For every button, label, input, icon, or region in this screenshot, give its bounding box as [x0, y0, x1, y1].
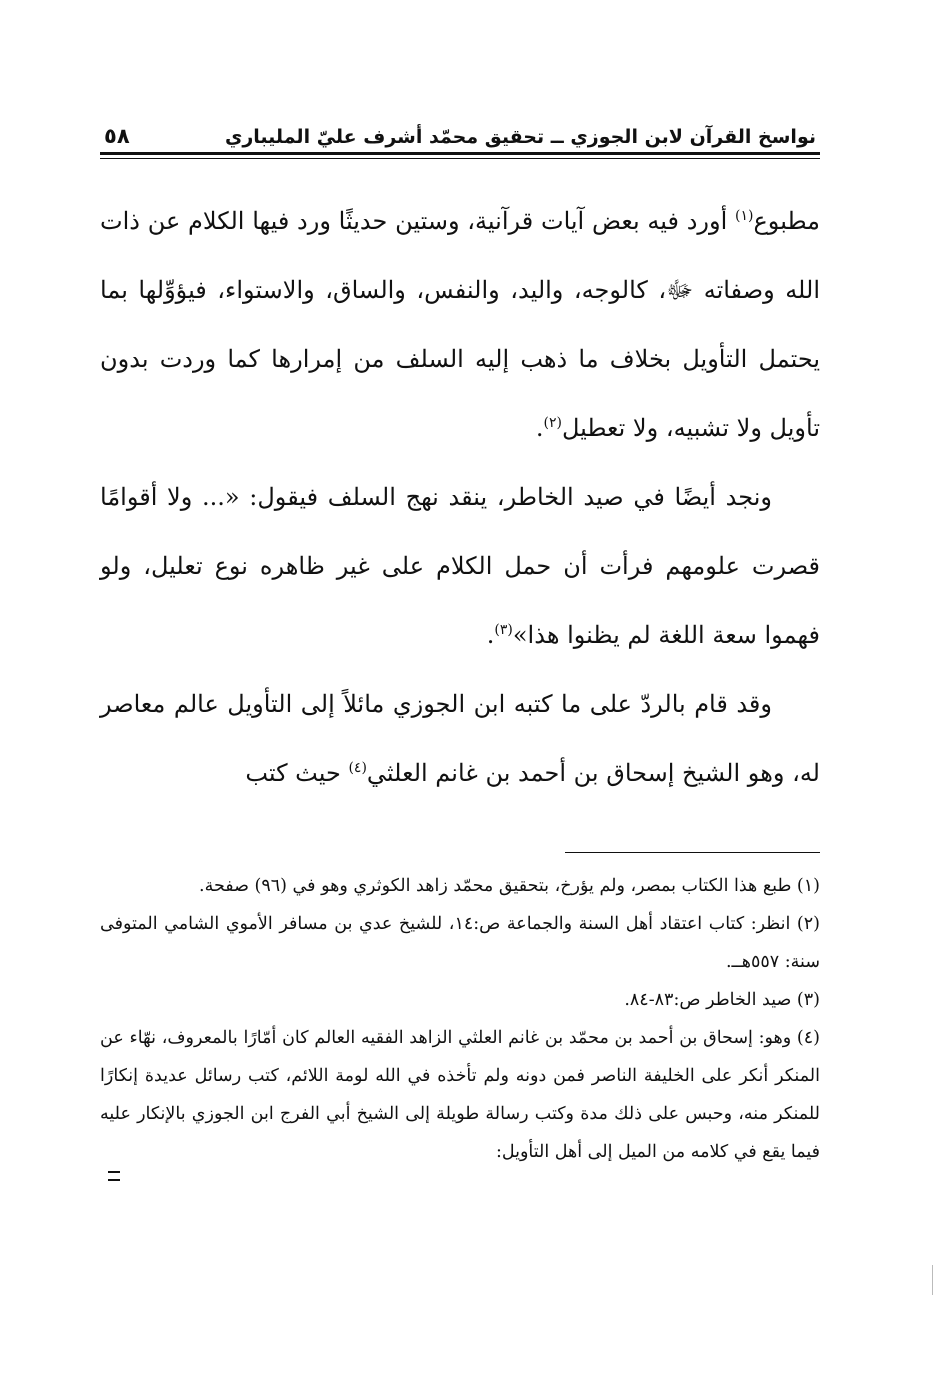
- paragraph-2: [100, 463, 820, 670]
- footnote-ref-4: (٤): [348, 760, 367, 776]
- footnote-2: (٢) انظر: كتاب اعتقاد أهل السنة والجماعة ص:١٤، للشيخ عدي بن مسافر الأموي الشامي المتوفى سنة: ٥٥٧هــ.: [100, 914, 820, 972]
- footnote-separator: [565, 852, 820, 853]
- footnote-3: (٣) صيد الخاطر ص:٨٣-٨٤.: [624, 990, 820, 1010]
- paragraph-2-part-2: .: [486, 621, 495, 649]
- footnote-1: (١) طبع هذا الكتاب بمصر، ولم يؤرخ، بتحقيق محمّد زاهد الكوثري وهو في (٩٦) صفحة.: [199, 876, 820, 896]
- footnotes: [100, 867, 820, 1171]
- running-title: نواسخ القرآن لابن الجوزي ــ تحقيق محمّد أشرف عليّ المليباري: [224, 126, 816, 148]
- paragraph-1-part-2: أورد فيه بعض آيات قرآنية، وستين حديثًا ورد فيها الكلام عن ذات الله وصفاته ﷻ، كالوجه، واليد، والنفس، والساق، والاستواء، فيؤوِّلها بما يحتمل التأويل بخلاف ما ذهب إليه السلف من إمرارها كما وردت بدون تأويل ولا تشبيه، ولا تعطيل: [100, 207, 821, 442]
- continuation-mark: [108, 1171, 120, 1181]
- header-rule: [100, 152, 820, 159]
- book-page: [100, 110, 820, 1171]
- paragraph-1: [100, 187, 820, 463]
- paragraph-1-part-3: .: [535, 414, 544, 442]
- paragraph-3-part-1: وقد قام بالردّ على ما كتبه ابن الجوزي مائلاً إلى التأويل عالم معاصر له، وهو الشيخ إسحاق بن أحمد بن غانم العلثي: [100, 690, 820, 787]
- paragraph-3: [100, 670, 820, 808]
- footnote-ref-1: (١): [735, 208, 754, 224]
- footnote-ref-3: (٣): [494, 622, 513, 638]
- footnote-ref-2: (٢): [543, 415, 562, 431]
- page-number: ٥٨: [104, 124, 130, 148]
- paragraph-3-part-2: حيث كتب: [245, 759, 349, 787]
- page-edge-mark: [932, 1265, 933, 1295]
- running-header: [100, 110, 820, 148]
- paragraph-2-part-1: ونجد أيضًا في صيد الخاطر، ينقد نهج السلف فيقول: «... ولا أقوامًا قصرت علومهم فرأت أن حمل الكلام على غير ظاهره نوع تعليل، ولو فهموا سعة اللغة لم يظنوا هذا»: [100, 483, 820, 649]
- main-text: [100, 187, 820, 808]
- footnote-4: (٤) وهو: إسحاق بن أحمد بن محمّد بن غانم العلثي الزاهد الفقيه العالم كان أمّارًا بالمعروف، نهّاء عن المنكر أنكر على الخليفة الناصر فمن دونه ولم تأخذه في الله لومة اللائم، كتب رسائل عديدة إنكارًا للمنكر منه، وحبس على ذلك مدة وكتب رسالة طويلة إلى الشيخ أبي الفرج ابن الجوزي بالإنكار عليه فيما يقع في كلامه من الميل إلى أهل التأويل:: [100, 1028, 820, 1162]
- paragraph-1-part-1: مطبوع: [753, 207, 820, 235]
